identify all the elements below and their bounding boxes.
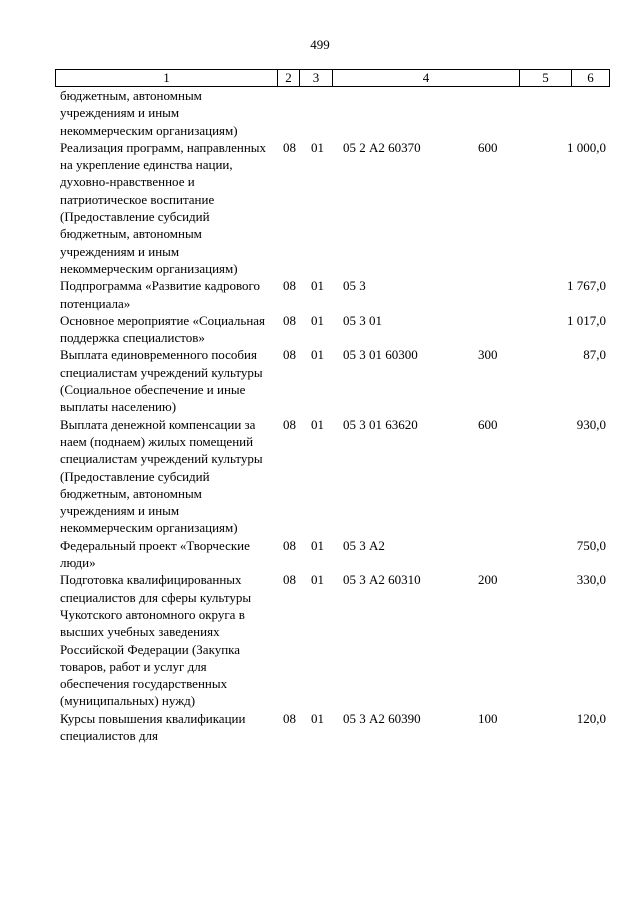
row-col-4: 05 3 01 60300 — [343, 347, 418, 363]
table-row — [60, 139, 610, 277]
table-body — [60, 87, 610, 744]
header-col-3: 3 — [300, 70, 333, 86]
header-col-5: 5 — [520, 70, 572, 86]
row-col-2: 08 — [283, 312, 296, 328]
row-col-2: 08 — [283, 278, 296, 294]
row-col-6: 1 017,0 — [567, 312, 606, 328]
row-col-4: 05 3 01 — [343, 312, 382, 328]
table-row — [60, 416, 610, 537]
row-col-2: 08 — [283, 537, 296, 553]
row-col-2: 08 — [283, 139, 296, 155]
row-col-3: 01 — [311, 710, 324, 726]
table-row — [60, 312, 610, 347]
header-col-4: 4 — [333, 70, 520, 86]
row-col-5: 200 — [478, 572, 498, 588]
row-col-4: 05 3 А2 — [343, 537, 385, 553]
row-name: Курсы повышения квалификации специалистов для — [60, 710, 246, 743]
row-col-3: 01 — [311, 139, 324, 155]
row-col-6: 330,0 — [576, 572, 606, 588]
row-col-4: 05 2 А2 60370 — [343, 139, 421, 155]
row-col-2: 08 — [283, 416, 296, 432]
header-col-6: 6 — [587, 70, 594, 85]
row-col-3: 01 — [311, 312, 324, 328]
row-col-2: 08 — [283, 710, 296, 726]
row-name: Подготовка квалифицированных специалистов для сферы культуры Чукотского автономного округа в высших учебных заведениях Российской Федерации (Закупка товаров, работ и услуг для обеспечения государственных (муниципальных) нужд) — [60, 572, 252, 709]
table-header — [55, 69, 610, 87]
row-col-3: 01 — [311, 537, 324, 553]
table-row — [60, 346, 610, 415]
row-name: Реализация программ, направленных на укрепление единства нации, духовно-нравственное и патриотическое воспитание (Предоставление субсидий бюджетным, автономным учреждениям и иным некоммерческим организациям) — [60, 139, 267, 276]
row-name: Основное мероприятие «Социальная поддержка специалистов» — [60, 312, 266, 346]
row-col-6: 750,0 — [576, 537, 606, 553]
row-col-3: 01 — [311, 347, 324, 363]
row-col-5: 600 — [478, 139, 498, 155]
row-name: Подпрограмма «Развитие кадрового потенциала» — [60, 278, 261, 311]
table-row — [60, 537, 610, 572]
row-col-4: 05 3 А2 60310 — [343, 572, 421, 588]
row-col-5: 100 — [478, 710, 498, 726]
row-col-2: 08 — [283, 572, 296, 588]
row-col-3: 01 — [311, 278, 324, 294]
row-col-6: 87,0 — [583, 347, 606, 363]
row-name: бюджетным, автономным учреждениям и иным некоммерческим организациям) — [60, 88, 238, 138]
row-col-2: 08 — [283, 347, 296, 363]
table-row — [60, 571, 610, 709]
row-name: Выплата денежной компенсации за наем (поднаем) жилых помещений специалистам учреждений культуры (Предоставление субсидий бюджетным, автономным учреждениям и иным некоммерческим организациям) — [60, 416, 263, 536]
row-col-4: 05 3 А2 60390 — [343, 710, 421, 726]
page-number: 499 — [310, 37, 330, 52]
row-col-4: 05 3 01 63620 — [343, 416, 418, 432]
row-col-6: 1 767,0 — [567, 278, 606, 294]
table-row — [60, 710, 610, 745]
row-col-3: 01 — [311, 416, 324, 432]
row-col-6: 120,0 — [576, 710, 606, 726]
row-name: Федеральный проект «Творческие люди» — [60, 537, 250, 571]
row-col-5: 300 — [478, 347, 498, 363]
row-name: Выплата единовременного пособия специалистам учреждений культуры (Социальное обеспечение и иные выплаты населению) — [60, 347, 263, 415]
table-row — [60, 87, 610, 139]
row-col-3: 01 — [311, 572, 324, 588]
row-col-4: 05 3 — [343, 278, 366, 294]
table-row — [60, 277, 610, 312]
header-col-1: 1 — [56, 70, 278, 86]
header-col-2: 2 — [278, 70, 300, 86]
row-col-5: 600 — [478, 416, 498, 432]
row-col-6: 930,0 — [576, 416, 606, 432]
row-col-6: 1 000,0 — [567, 139, 606, 155]
